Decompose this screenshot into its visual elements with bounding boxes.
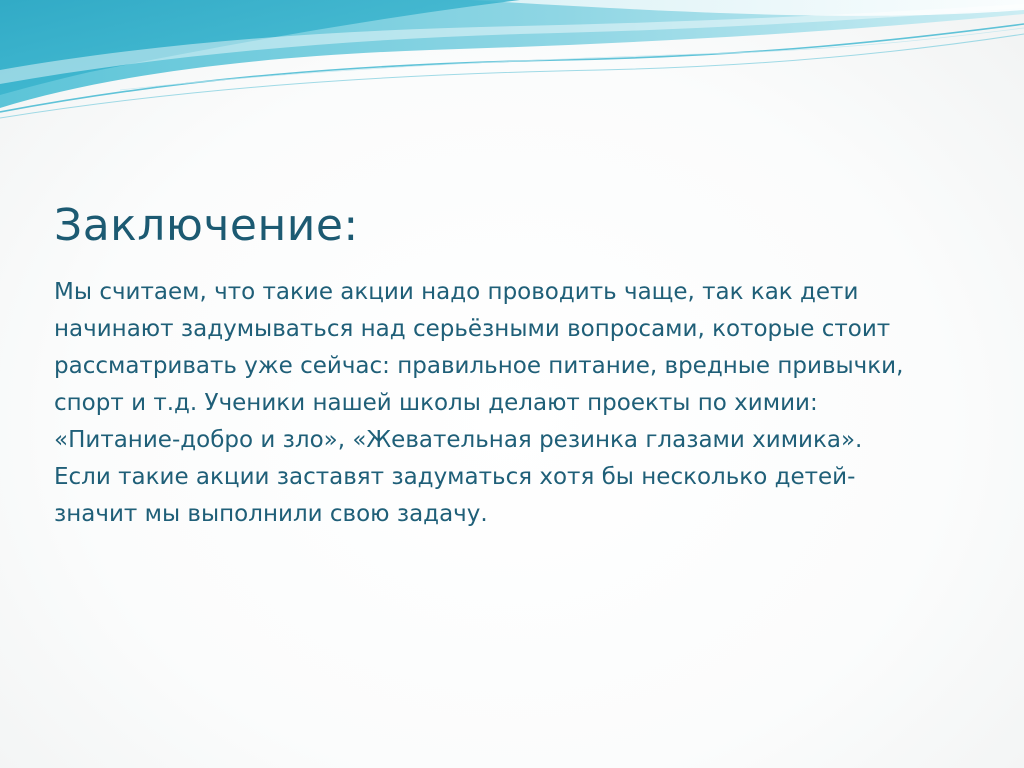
body-line: Если такие акции заставят задуматься хотя бы несколько детей- — [54, 464, 856, 490]
body-line: спорт и т.д. Ученики нашей школы делают проекты по химии: — [54, 390, 818, 416]
slide-title: Заключение: — [54, 200, 359, 251]
slide-body — [54, 274, 989, 533]
body-line: начинают задумываться над серьёзными вопросами, которые стоит — [54, 316, 891, 342]
body-line: Мы считаем, что такие акции надо проводить чаще, так как дети — [54, 279, 859, 305]
top-wave-decoration — [0, 0, 1024, 130]
body-line: рассматривать уже сейчас: правильное питание, вредные привычки, — [54, 353, 904, 379]
body-line: значит мы выполнили свою задачу. — [54, 501, 488, 527]
body-line: «Питание-добро и зло», «Жевательная резинка глазами химика». — [54, 427, 863, 453]
